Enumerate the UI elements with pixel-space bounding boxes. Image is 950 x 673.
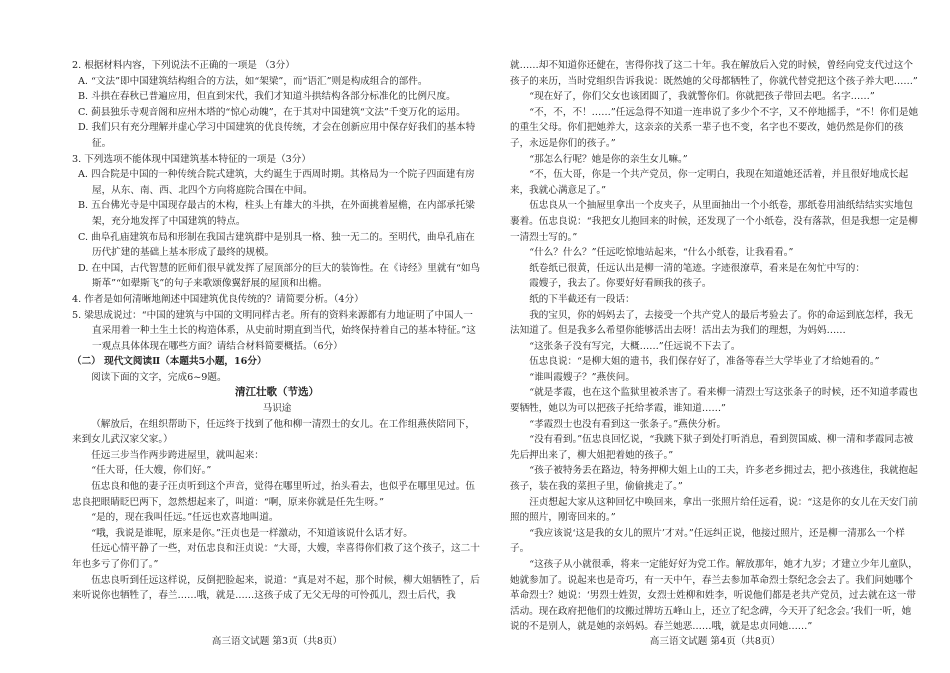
right-text-line: “孩子被特务丢在路边，特务押柳大姐上山的工夫，许多老乡拥过去，把小孩逃住，我就抱起孩子，装在我的菜担子里，偷偷挑走了。” [510, 465, 918, 493]
left-text-line: “是的，现在我叫任远。”任远也欢喜地叫道。 [91, 512, 279, 524]
left-text-line: B. 斗拱在春秋已普遍应用，但直到宋代，我们才知道斗拱结构各部分标准化的比例尺度。 [78, 91, 456, 103]
left-text-line: 4. 作者是如何清晰地阐述中国建筑优良传统的？请简要分析。（4分） [72, 293, 364, 305]
right-text-line: “现在好了，你们父女也该团圆了，我就警你们。你就把孩子带回去吧。名字……” [529, 91, 875, 103]
left-text-line: 任远心情平静了一些，对伍忠良和汪贞说：“大哥，大嫂，幸喜得你们救了这个孩子，这二十年也多亏了你们了。” [72, 543, 480, 570]
left-text-line: 阅读下面的文字，完成6~9题。 [91, 371, 227, 383]
right-page [510, 58, 920, 635]
right-text-line: “谁叫霞嫂子？”燕侠问。 [529, 371, 635, 383]
left-text-line: 清江壮歌（节选） [235, 386, 319, 399]
left-text-line: C. 曲阜孔庙建筑布局和形制在我国古建筑群中是别具一格、独一无二的。至明代，曲阜孔庙在历代扩建的基础上基本形成了最终的规模。 [78, 231, 475, 259]
right-text-line: “孝霞烈士也没有看到这一张条子。”燕侠分析。 [529, 418, 727, 430]
right-text-line: “这张条子没有写完，大概……”任远说不下去了。 [529, 340, 741, 352]
left-page [72, 58, 482, 604]
left-text-line: “任大哥，任大嫂，你们好。” [91, 465, 212, 477]
right-text-line: “那怎么行呢？她是你的亲生女儿嘛。” [529, 153, 688, 165]
left-text-line: C. 蓟县独乐寺观音阁和应州木塔的“惊心动魄”，在于其对中国建筑“文法”千变万化的运用。 [78, 106, 466, 118]
left-text-line: （二） 现代文阅读Ⅱ（本题共5小题，16分） [72, 356, 267, 368]
right-text-line: “我应该说‘这是我的女儿的照片’才对。”任远纠正说，他接过照片，还是柳一清那么一个样子。 [510, 527, 905, 555]
right-text-line: “什么？什么？”任远吃惊地站起来，“什么小纸卷，让我看看。” [529, 247, 794, 259]
right-text-line: “就是孝霞，也在这个监狱里被杀害了。看来柳一清烈士写这张条子的时候，还不知道孝霞也要牺牲，她以为可以把孩子托给孝霞，谁知道……” [510, 387, 918, 415]
right-footer: 高三语文试题 第4页（共8页） [649, 636, 781, 647]
left-text-line: D. 在中国，古代智慧的匠师们很早就发挥了屋顶部分的巨大的装饰性。在《诗经》里就有“如鸟斯革”“如翚斯飞”的句子来歌颂像翼舒展的屋顶和出檐。 [78, 262, 481, 290]
left-text-line: B. 五台佛光寺是中国现存最古的木构，柱头上有雄大的斗拱，在外面挑着屋檐，在内部承托梁架，充分地发挥了中国建筑的特点。 [78, 200, 475, 227]
right-text-line: 我的宝贝，你的妈妈去了，去接受一个共产党人的最后考验去了。你的命运到底怎样，我无法知道了。但是我多么希望你能够活出去呀！活出去为我们的理想，为妈妈…… [510, 309, 913, 337]
right-text-line: 伍忠良说：“是柳大姐的遗书，我们保存好了，准备等春兰大学毕业了才给她看的。” [529, 356, 880, 368]
right-text-line: 就……却不知道你还健在，害得你找了这二十年。我在解放后入党的时候，曾经向党支代过这个孩子的来历，当时党组织告诉我说：既然她的父母都牺牲了，你就代替党把这个孩子养大吧……” [510, 60, 918, 87]
right-text-line: 汪贞想起大家从这种回忆中唤回来，拿出一张照片给任远看，说：“这是你的女儿在天安门前照的照片，刚寄回来的。” [510, 496, 918, 524]
right-text-line: “没有看到。”伍忠良回忆说，“我跳下狱子到处打听消息，看到贺国威、柳一清和孝霞同志被先后押出来了，柳大姐把着她的孩子。” [510, 434, 914, 461]
left-text-line: （解放后，在组织帮助下，任远终于找到了他和柳一清烈士的女儿。在工作组燕侠陪同下，来到女儿武汉家父家。） [72, 418, 475, 446]
left-text-line: 马识途 [262, 403, 292, 415]
right-text-line: 霞嫂子，我去了。你要好好看顾我的孩子。 [529, 278, 712, 290]
left-text-line: 2. 根据材料内容，下列说法不正确的一项是 （3分） [72, 60, 295, 71]
left-text-line: D. 我们只有充分理解并虚心学习中国建筑的优良传统，才会在创新应用中保存好我们的基本特征。 [78, 122, 476, 149]
right-text-line: “不，伍大哥，你是一个共产党员，你一定明白，我现在知道她还活着，并且很好地成长起来，我就心满意足了。” [510, 169, 909, 196]
left-text-line: A. 四合院是中国的一种传统合院式建筑，大约诞生于西周时期。其格局为一个院子四面建有房屋，从东、南、西、北四个方向将庭院合围在中间。 [78, 169, 475, 196]
right-text-line: “不，不，不！……”任远急得不知道一连串说了多少个不字，又不停地摇手，“不！你们是她的重生父母。你们把她养大，这亲亲的关系一辈子也不变，名字也不要改，她仍然是你们的孩子，永远是你们的孩子。” [510, 106, 919, 149]
left-text-line: 3. 下列选项不能体现中国建筑基本特征的一项是（3分） [72, 153, 311, 165]
right-text-line: 纸的下半截还有一段话： [529, 293, 635, 305]
left-text-line: 任远三步当作两步跨进屋里，就叫起来： [91, 449, 264, 461]
left-text-line: 5. 梁思成说过：“中国的建筑与中国的文明同样古老。所有的资料来源都有力地证明了中国人一直采用着一种土生土长的构造体系，从史前时期直到当代，始终保持着自己的基本特征。”这一观点具体体现在哪些方面？请结合材料简要概括。（6分） [72, 309, 476, 352]
right-text-line: 纸卷纸已很黄，任远认出是柳一清的笔迹。字迹很潦草，看来是在匆忙中写的： [529, 262, 865, 274]
left-text-line: A. “文法”即中国建筑结构组合的方法，如“架梁”，而“语汇”则是构成组合的部件。 [78, 75, 428, 87]
right-text-line: 伍忠良从一个抽屉里拿出一个皮夹子，从里面抽出一个小纸卷，那纸卷用油纸结结实实地包裹着。伍忠良说：“我把女儿抱回来的时候，还发现了一个小纸卷，没有落款，但是我想一定是柳一清烈士写的。” [510, 200, 918, 243]
left-footer: 高三语文试题 第3页（共8页） [211, 636, 343, 647]
left-text-line: 伍忠良听到任远这样说，反倒把脸起来，说道：“真是对不起，那个时候，柳大姐牺牲了，后来听说你也牺牲了，春兰……哦，就是……这孩子成了无父无母的可怜孤儿，烈士后代，我 [72, 574, 480, 602]
left-text-line: 伍忠良和他的妻子汪贞听到这个声音，觉得在哪里听过，抬头看去，也似乎在哪里见过。伍忠良把眼睛眨巴两下，忽然想起来了，叫道：“啊，原来你就是任先生呀。” [72, 481, 475, 508]
left-text-line: “哦，我说是谁呢，原来是你。”汪贞也是一样激动，不知道该说什么话才好。 [91, 527, 413, 539]
right-text-line: “这孩子从小就很乖，将来一定能好好为党工作。解放那年，她才九岁；才建立少年儿童队，她就参加了。说起来也是奇巧，有一天中午，春兰去参加革命烈士祭纪念会去了。我们问她哪个革命烈士？她说：‘男烈士姓贺，女烈士姓柳和姓李，听说他们都是老共产党员，过去就在这一带活动。现在政府把他们的坟搬过牌坊五峰山上，还立了纪念碑，今天开了纪念会。’我们一听，她说的不是别人，就是她的亲妈妈。春兰她恶……哦，就是忠贞同她……” [510, 559, 918, 633]
